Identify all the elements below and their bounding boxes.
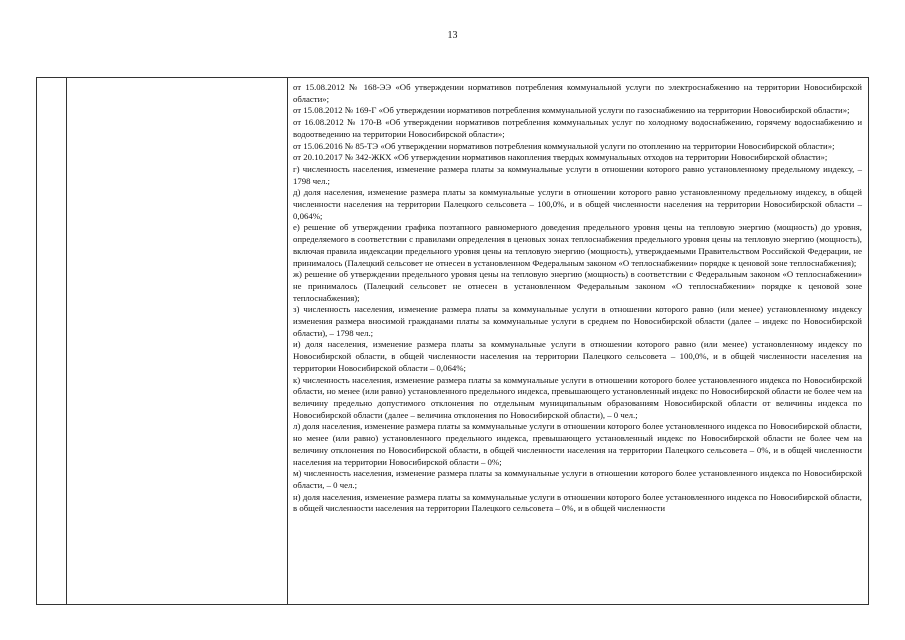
table-column-content [288,78,868,604]
paragraph: м) численность населения, изменение размера платы за коммунальные услуги в отношении которого более установленного индекса по Новосибирской области, – 0 чел.; [293,468,862,490]
document-table [36,77,869,605]
paragraph: от 20.10.2017 № 342-ЖКХ «Об утверждении нормативов накопления твердых коммунальных отходов на территории Новосибирской области»; [293,152,828,163]
page-number: 13 [447,30,458,41]
paragraph: е) решение об утверждении графика поэтапного равномерного доведения предельного уровня цены на тепловую энергию (мощность) до уровня, определяемого в соответствии с правилами определения в ценовых зонах теплоснабжения предельного уровня цены на тепловую энергию (мощность), включая правила индексации предельного уровня цены на тепловую энергию (мощность), утверждаемыми Правительством Российской Федерации, не принималось (Палецкий сельсовет не отнесен в установленном Федеральным законом «О теплоснабжении» порядке к ценовой зоне теплоснабжения); [293,222,862,268]
table-column-number [37,78,67,604]
paragraph: от 15.08.2012 № 169-Г «Об утверждении нормативов потребления коммунальной услуги по газоснабжению на территории Новосибирской области»; [293,105,850,116]
paragraph: от 15.06.2016 № 85-ТЭ «Об утверждении нормативов потребления коммунальной услуги по отоплению на территории Новосибирской области»; [293,140,835,151]
paragraph: и) доля населения, изменение размера платы за коммунальные услуги в отношении которого равно (или менее) установленному индексу по Новосибирской области, в общей численности населения на территории Палецкого сельсовета – 100,0%, и в общей численности населения на территории Новосибирской области – 0,064%; [293,339,862,373]
paragraph: от 16.08.2012 № 170-В «Об утверждении нормативов потребления коммунальных услуг по холодному водоснабжению, горячему водоснабжению и водоотведению на территории Новосибирской области»; [293,117,862,139]
paragraph: д) доля населения, изменение размера платы за коммунальные услуги в отношении которого равно установленному предельному индексу, в общей численности населения на территории Палецкого сельсовета – 100,0%, и в общей численности населения на территории Новосибирской области – 0,064%; [293,187,862,221]
paragraph: з) численность населения, изменение размера платы за коммунальные услуги в отношении которого равно (или менее) установленному индексу изменения размера вносимой гражданами платы за коммунальные услуги в среднем по Новосибирской области (далее – индекс по Новосибирской области), – 1798 чел.; [293,304,862,338]
paragraph: ж) решение об утверждении предельного уровня цены на тепловую энергию (мощность) в соответствии с Федеральным законом «О теплоснабжении» не принималось (Палецкий сельсовет не отнесен в установленном Федеральным законом «О теплоснабжении» порядке к ценовой зоне теплоснабжения); [293,269,862,303]
paragraph: н) доля населения, изменение размера платы за коммунальные услуги в отношении которого более установленного индекса по Новосибирской области, в общей численности населения на территории Палецкого сельсовета – 0%, и в общей численности [293,491,862,514]
paragraph: л) доля населения, изменение размера платы за коммунальные услуги в отношении которого более установленного индекса по Новосибирской области, но менее (или равно) установленного предельного индекса, превышающего установленный индекс по Новосибирской области не более чем на величину отклонения по Новосибирской области, в общей численности населения на территории Палецкого сельсовета – 0%, и в общей численности населения на территории Новосибирской области – 0%; [293,421,862,467]
paragraph: к) численность населения, изменение размера платы за коммунальные услуги в отношении которого более установленного индекса по Новосибирской области, но менее (или равно) установленного предельного индекса, превышающего установленный индекс по Новосибирской области не более чем на величину предельно допустимого отклонения по отдельным муниципальным образованиям Новосибирской области от величины индекса по Новосибирской области (далее – величина отклонения по Новосибирской области), – 0 чел.; [293,374,862,420]
paragraph: от 15.08.2012 № 168-ЭЭ «Об утверждении нормативов потребления коммунальной услуги по электроснабжению на территории Новосибирской области»; [293,82,862,104]
table-column-label [67,78,288,604]
paragraph: г) численность населения, изменение размера платы за коммунальные услуги в отношении которого равно установленному предельному индексу, – 1798 чел.; [293,163,862,186]
